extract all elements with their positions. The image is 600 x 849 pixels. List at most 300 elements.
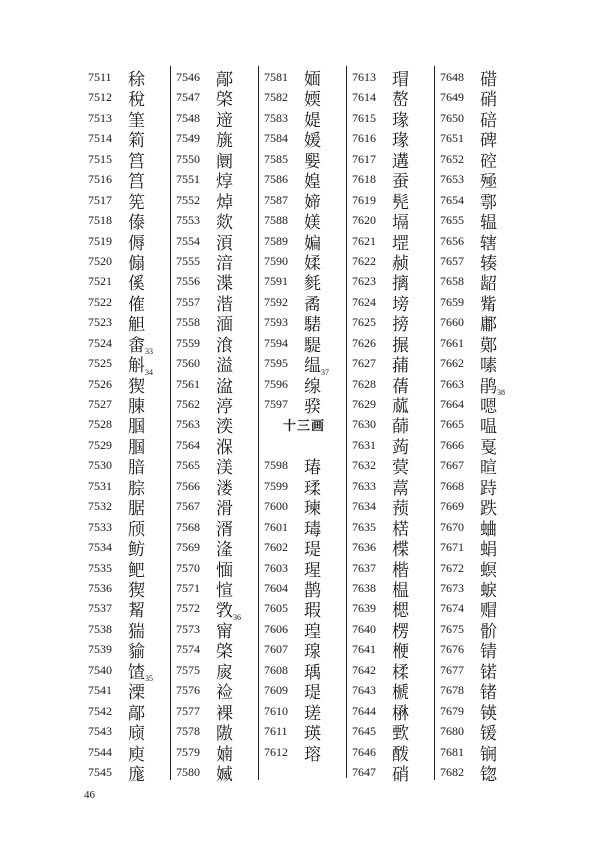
entry-number: 7654 (440, 192, 464, 207)
entry-character: 蜧 (480, 581, 497, 601)
entry-character: 鄠 (480, 192, 497, 213)
entry-character: 锾 (480, 724, 497, 745)
entry-character: 觜 (480, 294, 497, 315)
entry-number: 7620 (352, 213, 376, 228)
entry-character: 锎 (480, 744, 497, 765)
entry-character: 蒒 (392, 417, 409, 438)
entry-number: 7622 (352, 253, 376, 268)
entry-character: 缐 37 (304, 367, 329, 397)
entry-character: 骙 (304, 397, 321, 418)
entry-character: 甯 36 (216, 612, 241, 642)
entry-character: 蓏 (392, 397, 409, 418)
entry-character: 瑑 (392, 110, 409, 131)
entry-number: 7567 (176, 499, 200, 514)
entry-character: 螟 (480, 560, 497, 581)
entry-character: 搒 (392, 315, 409, 336)
entry-number: 7635 (352, 519, 376, 534)
entry-character: 硝 (480, 90, 497, 111)
entry-character: 锳 (480, 703, 497, 724)
entry-character: 湰 (216, 540, 233, 561)
table-row (264, 741, 344, 764)
entry-number: 7651 (440, 131, 464, 146)
entry-number: 7679 (440, 703, 464, 718)
entry-number: 7553 (176, 213, 200, 228)
entry-number: 7674 (440, 601, 464, 616)
entry-character: 榹 (392, 683, 409, 704)
entry-number: 7573 (176, 621, 200, 636)
entry-character: 瑕 (304, 601, 321, 622)
entry-character: 畬 (128, 335, 145, 356)
entry-number: 7658 (440, 274, 464, 289)
entry-number: 7531 (88, 478, 112, 493)
entry-number: 7642 (352, 662, 376, 677)
entry-number: 7519 (88, 233, 112, 248)
entry-character: 渼 (216, 458, 233, 479)
entry-number: 7547 (176, 90, 200, 105)
entry-character: 媔 (304, 70, 321, 90)
entry-character: 瑅 (304, 540, 321, 561)
entry-character: 稌 (128, 70, 145, 90)
entry-number: 7618 (352, 172, 376, 187)
entry-character: 嗢 (480, 417, 497, 438)
entry-character: 焞 (216, 172, 233, 193)
entry-number: 7621 (352, 233, 376, 248)
entry-character: 腙 (128, 478, 145, 499)
entry-character: 瑑 (392, 131, 409, 152)
entry-character: 湎 (216, 315, 233, 336)
entry-character: 裸 (216, 703, 233, 724)
section-title: 十三画 (282, 419, 325, 435)
entry-number: 7646 (352, 744, 376, 759)
entry-number: 7655 (440, 213, 464, 228)
entry-number: 7514 (88, 131, 112, 146)
entry-character: 髡 (392, 192, 409, 213)
entry-character: 傒 (128, 274, 145, 295)
entry-character: 硝 (392, 764, 409, 785)
entry-character: 瑝 (304, 621, 321, 642)
entry-number: 7583 (264, 110, 288, 125)
entry-character: 瑆 (304, 560, 321, 581)
entry-character: 傉 (128, 233, 145, 254)
entry-character: 斛 33 (128, 347, 153, 377)
entry-number: 7638 (352, 581, 376, 595)
entry-number: 7589 (264, 233, 288, 248)
entry-character: 遘 (392, 151, 409, 172)
entry-number: 7575 (176, 662, 200, 677)
entry-number: 7528 (88, 417, 112, 432)
entry-number: 7552 (176, 192, 200, 207)
entry-character: 滑 (216, 499, 233, 520)
entry-character: 溇 (216, 478, 233, 499)
entry-number: 7576 (176, 683, 200, 698)
entry-number: 7578 (176, 724, 200, 739)
entry-number: 7631 (352, 437, 376, 452)
entry-character: 瑀 (304, 662, 321, 683)
entry-character: 媄 (304, 213, 321, 234)
entry-number: 7536 (88, 581, 112, 595)
entry-character: 蓂 (392, 458, 409, 479)
entry-character: 媓 (304, 172, 321, 193)
entry-character: 瑓 (304, 499, 321, 520)
entry-number: 7633 (352, 478, 376, 493)
character-table (84, 66, 518, 785)
entry-number: 7571 (176, 581, 200, 595)
entry-character: 殛 (480, 172, 497, 193)
entry-number: 7560 (176, 356, 200, 371)
entry-number: 7677 (440, 662, 464, 677)
entry-character: 楙 (392, 703, 409, 724)
entry-character: 塝 (392, 294, 409, 315)
entry-character: 颀 (128, 519, 145, 540)
entry-character: 媥 (304, 233, 321, 254)
entry-number: 7680 (440, 724, 464, 739)
entry-number: 7627 (352, 356, 376, 371)
entry-character: 腖 (128, 397, 145, 418)
entry-character: 鹃 (480, 376, 497, 397)
table-column-1 (88, 66, 168, 785)
column-divider (434, 66, 435, 780)
footnote-marker: 37 (321, 367, 329, 377)
entry-number: 7597 (264, 397, 288, 412)
entry-number: 7550 (176, 151, 200, 166)
entry-number: 7569 (176, 540, 200, 555)
entry-character: 蛐 (480, 519, 497, 540)
entry-number: 7513 (88, 110, 112, 125)
entry-character: 楷 (392, 560, 409, 581)
entry-number: 7671 (440, 540, 464, 555)
entry-number: 7515 (88, 151, 112, 166)
entry-number: 7608 (264, 662, 288, 677)
entry-number: 7603 (264, 560, 288, 575)
entry-character: 阛 (216, 151, 233, 172)
entry-character: 锘 (480, 662, 497, 683)
entry-number: 7565 (176, 458, 200, 473)
entry-number: 7516 (88, 172, 112, 187)
entry-number: 7574 (176, 642, 200, 657)
entry-number: 7610 (264, 703, 288, 718)
column-divider (346, 66, 347, 778)
entry-number: 7564 (176, 437, 200, 452)
entry-character: 欻 (216, 213, 233, 234)
entry-character: 鄚 (480, 335, 497, 356)
entry-character: 媞 (304, 110, 321, 131)
entry-number: 7606 (264, 621, 288, 636)
entry-character: 婻 (216, 744, 233, 765)
entry-character: 遆 (216, 110, 233, 131)
column-divider (258, 66, 259, 780)
entry-character: 龆 (480, 274, 497, 295)
entry-character: 愃 (216, 581, 233, 601)
table-column-2 (176, 66, 256, 785)
entry-number: 7656 (440, 233, 464, 248)
table-row (176, 761, 256, 784)
entry-character: 蜎 (480, 540, 497, 561)
entry-character: 隞 (216, 724, 233, 745)
entry-number: 7563 (176, 417, 200, 432)
entry-character: 蒚 (392, 478, 409, 499)
entry-number: 7640 (352, 621, 376, 636)
entry-number: 7664 (440, 397, 464, 412)
entry-number: 7577 (176, 703, 200, 718)
entry-character: 騞 (304, 315, 321, 336)
entry-number: 7641 (352, 642, 376, 657)
entry-number: 7594 (264, 335, 288, 350)
entry-number: 7605 (264, 601, 288, 616)
entry-number: 7673 (440, 581, 464, 595)
entry-character: 觛 (128, 315, 145, 336)
table-column-5 (440, 66, 520, 785)
entry-character: 湏 (216, 233, 233, 254)
entry-character: 瑇 (304, 519, 321, 540)
entry-number: 7611 (264, 724, 288, 739)
entry-number: 7649 (440, 90, 464, 105)
entry-number: 7581 (264, 70, 288, 84)
entry-number: 7591 (264, 274, 288, 289)
entry-number: 7670 (440, 519, 464, 534)
entry-character: 嗯 38 (480, 388, 505, 418)
entry-character: 媂 (304, 192, 321, 213)
entry-number: 7647 (352, 764, 376, 779)
entry-character: 赗 (480, 601, 497, 622)
entry-character: 鄗 (216, 70, 233, 90)
entry-number: 7546 (176, 70, 200, 84)
footnote-marker: 36 (233, 612, 241, 622)
entry-number: 7511 (88, 70, 112, 84)
entry-character: 腘 (128, 417, 145, 438)
entry-character: 锪 (480, 764, 497, 785)
entry-character: 摛 (392, 274, 409, 295)
entry-character: 筥 (128, 151, 145, 172)
entry-character: 媙 (216, 764, 233, 785)
entry-character: 筥 (128, 172, 145, 193)
entry-character: 渫 (216, 274, 233, 295)
entry-number: 7529 (88, 437, 112, 452)
entry-character: 棨 (216, 642, 233, 663)
entry-number: 7661 (440, 335, 464, 350)
entry-number: 7545 (88, 764, 112, 779)
entry-character: 瑃 (304, 458, 321, 479)
entry-character: 嶅 (392, 90, 409, 111)
entry-number: 7512 (88, 90, 112, 105)
entry-number: 7652 (440, 151, 464, 166)
entry-number: 7639 (352, 601, 376, 616)
entry-number: 7562 (176, 397, 200, 412)
entry-number: 7672 (440, 560, 464, 575)
entry-number: 7615 (352, 110, 376, 125)
table-row (352, 761, 432, 784)
entry-character: 筣 (128, 131, 145, 152)
entry-number: 7549 (176, 131, 200, 146)
entry-character: 楺 (392, 662, 409, 683)
entry-number: 7588 (264, 213, 288, 228)
entry-character: 毵 (304, 274, 321, 295)
entry-number: 7587 (264, 192, 288, 207)
entry-character: 渟 (216, 397, 233, 418)
entry-number: 7593 (264, 315, 288, 330)
entry-character: 戛 (480, 437, 497, 458)
entry-character: 锗 (480, 683, 497, 704)
entry-character: 蓣 (392, 499, 409, 520)
page-number: 46 (84, 789, 95, 801)
entry-character: 湌 (216, 335, 233, 356)
entry-character: 湺 (216, 437, 233, 458)
entry-character: 瑳 (304, 703, 321, 724)
entry-character: 辏 (480, 253, 497, 274)
entry-character: 扊 (216, 662, 233, 683)
entry-character: 跱 (480, 478, 497, 499)
entry-character: 馇 (128, 662, 145, 683)
entry-character: 蒱 (392, 356, 409, 377)
table-row (88, 761, 168, 784)
entry-number: 7544 (88, 744, 112, 759)
entry-number: 7636 (352, 540, 376, 555)
entry-character: 碑 (480, 131, 497, 152)
entry-character: 鄘 (480, 315, 497, 336)
entry-number: 7596 (264, 376, 288, 391)
table-column-3 (264, 66, 344, 780)
entry-number: 7590 (264, 253, 288, 268)
entry-number: 7554 (176, 233, 200, 248)
entry-number: 7522 (88, 294, 112, 309)
entry-number: 7645 (352, 724, 376, 739)
entry-number: 7537 (88, 601, 112, 616)
entry-number: 7607 (264, 642, 288, 657)
entry-number: 7613 (352, 70, 376, 84)
entry-character: 腘 (128, 437, 145, 458)
entry-number: 7600 (264, 499, 288, 514)
entry-number: 7682 (440, 764, 464, 779)
entry-number: 7626 (352, 335, 376, 350)
entry-number: 7530 (88, 458, 112, 473)
entry-number: 7616 (352, 131, 376, 146)
entry-character: 楪 (392, 540, 409, 561)
entry-number: 7676 (440, 642, 464, 657)
entry-character: 旐 (216, 131, 233, 152)
entry-character: 鄗 (128, 703, 145, 724)
entry-character: 傓 (128, 253, 145, 274)
entry-number: 7634 (352, 499, 376, 514)
entry-number: 7572 (176, 601, 200, 616)
entry-number: 7541 (88, 683, 112, 698)
entry-number: 7539 (88, 642, 112, 657)
entry-number: 7523 (88, 315, 112, 330)
entry-character: 瑈 (304, 478, 321, 499)
entry-character: 猰 34 (128, 367, 153, 397)
entry-character: 搌 (392, 335, 409, 356)
entry-number: 7559 (176, 335, 200, 350)
entry-character: 堽 (392, 233, 409, 254)
entry-number: 7653 (440, 172, 464, 187)
entry-number: 7520 (88, 253, 112, 268)
entry-number: 7525 (88, 356, 112, 371)
entry-character: 媛 (304, 131, 321, 152)
entry-character: 筀 (128, 110, 145, 131)
entry-character: 媆 (304, 90, 321, 111)
entry-character: 嗉 (480, 356, 497, 377)
entry-character: 鲃 (128, 560, 145, 581)
table-row (264, 393, 344, 416)
entry-number: 7681 (440, 744, 464, 759)
entry-number: 7628 (352, 376, 376, 391)
entry-number: 7527 (88, 397, 112, 412)
table-column-4 (352, 66, 432, 785)
entry-number: 7566 (176, 478, 200, 493)
entry-character: 敩 (216, 601, 233, 622)
entry-character: 愐 (216, 560, 233, 581)
entry-character: 瑅 (304, 683, 321, 704)
entry-number: 7662 (440, 356, 464, 371)
entry-number: 7526 (88, 376, 112, 391)
entry-character: 庬 (128, 764, 145, 785)
entry-character: 猯 (128, 621, 145, 642)
entry-number: 7663 (440, 376, 464, 391)
entry-number: 7643 (352, 683, 376, 698)
entry-character: 傕 (128, 294, 145, 315)
column-divider (170, 66, 171, 780)
entry-number: 7648 (440, 70, 464, 84)
entry-number: 7602 (264, 540, 288, 555)
entry-number: 7629 (352, 397, 376, 412)
entry-number: 7517 (88, 192, 112, 207)
entry-number: 7599 (264, 478, 288, 493)
entry-number: 7637 (352, 560, 376, 575)
entry-number: 7542 (88, 703, 112, 718)
entry-number: 7675 (440, 621, 464, 636)
entry-character: 湝 (216, 294, 233, 315)
footnote-marker: 34 (145, 367, 153, 377)
entry-number: 7644 (352, 703, 376, 718)
entry-number: 7524 (88, 335, 112, 350)
entry-number: 7668 (440, 478, 464, 493)
entry-character: 硿 (480, 151, 497, 172)
entry-number: 7551 (176, 172, 200, 187)
entry-number: 7558 (176, 315, 200, 330)
entry-character: 楛 (392, 519, 409, 540)
entry-number: 7561 (176, 376, 200, 391)
entry-number: 7518 (88, 213, 112, 228)
entry-number: 7532 (88, 499, 112, 514)
entry-number: 7665 (440, 417, 464, 432)
entry-character: 騠 (304, 335, 321, 356)
entry-number: 7632 (352, 458, 376, 473)
entry-character: 暄 (480, 458, 497, 479)
entry-character: 瑢 (304, 744, 321, 765)
entry-number: 7570 (176, 560, 200, 575)
entry-character: 稅 (128, 90, 145, 111)
entry-number: 7619 (352, 192, 376, 207)
entry-number: 7667 (440, 458, 464, 473)
entry-character: 蒟 (392, 437, 409, 458)
entry-number: 7604 (264, 581, 288, 595)
entry-number: 7630 (352, 417, 376, 432)
entry-character: 碏 (480, 70, 497, 90)
entry-character: 鹊 (304, 581, 321, 601)
entry-number: 7579 (176, 744, 200, 759)
entry-number: 7625 (352, 315, 376, 330)
entry-character: 腒 (128, 499, 145, 520)
entry-character: 湆 (216, 253, 233, 274)
entry-number: 7557 (176, 294, 200, 309)
entry-character: 貐 (128, 642, 145, 663)
entry-number: 7623 (352, 274, 376, 289)
entry-number: 7666 (440, 437, 464, 452)
entry-number: 7609 (264, 683, 288, 698)
footnote-marker: 35 (145, 674, 153, 684)
entry-character: 歅 (392, 724, 409, 745)
entry-number: 7555 (176, 253, 200, 268)
entry-character: 瑛 (304, 724, 321, 745)
entry-number: 7540 (88, 662, 112, 677)
